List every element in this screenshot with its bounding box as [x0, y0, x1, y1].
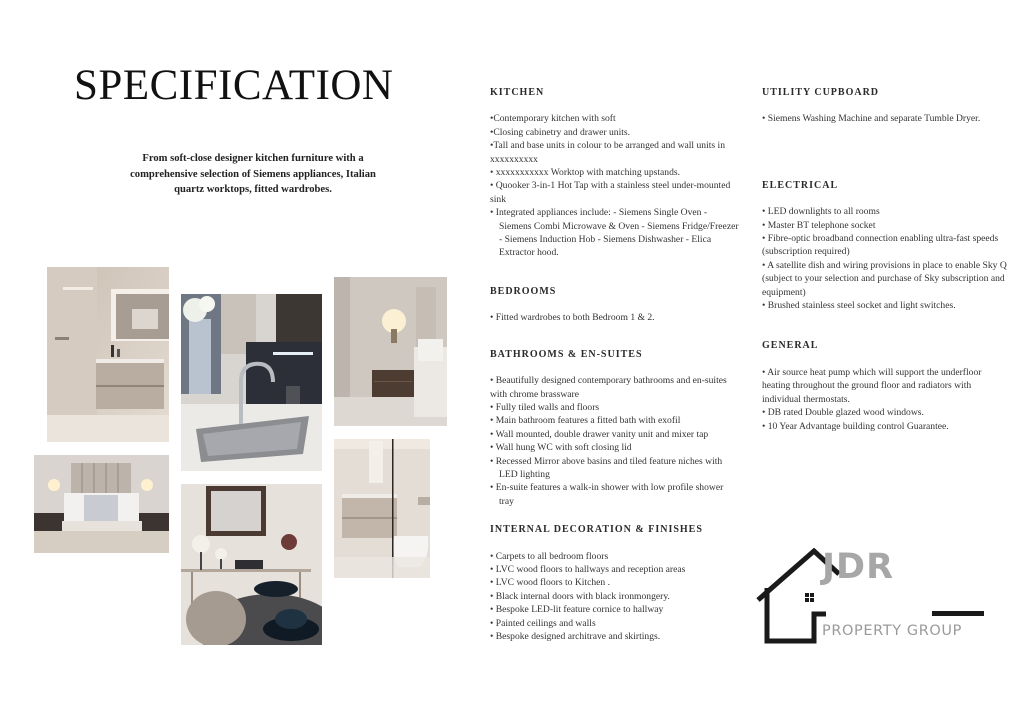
- list-item: • Main bathroom features a fitted bath with exofil: [490, 415, 681, 427]
- list-item: • Fibre-optic broadband connection enabling ultra-fast speeds (subscription required): [762, 233, 999, 258]
- list-item: • Beautifully designed contemporary bathrooms and en-suites with chrome brassware: [490, 375, 727, 400]
- list-item: • Integrated appliances include: - Siemens Single Oven - Siemens Combi Microwave & Oven - Siemens Fridge/Freezer - Siemens Induction Hob - Siemens Dishwasher - Elica Extractor hood.: [490, 207, 739, 259]
- list-item: • Painted ceilings and walls: [490, 617, 596, 629]
- section-internal-decoration: [490, 523, 740, 643]
- section-heading: UTILITY CUPBOARD: [762, 87, 880, 98]
- list-item: • Bespoke LED-lit feature cornice to hallway: [490, 604, 664, 616]
- list-item: • En-suite features a walk-in shower with low profile shower tray: [490, 482, 724, 507]
- list-item: • Recessed Mirror above basins and tiled feature niches with LED lighting: [490, 455, 723, 480]
- list-item: • Quooker 3-in-1 Hot Tap with a stainless steel under-mounted sink: [490, 180, 731, 205]
- kitchen-sink-photo: [181, 294, 322, 471]
- logo-subtitle: PROPERTY GROUP: [822, 623, 962, 639]
- bathroom-vanity-photo: [47, 267, 169, 442]
- spec-column-right: [762, 86, 1007, 433]
- section-bedrooms: [490, 285, 740, 325]
- list-item: • LED downlights to all rooms: [762, 206, 880, 218]
- list-item: • 10 Year Advantage building control Guarantee.: [762, 420, 949, 432]
- section-bathrooms: [490, 348, 740, 508]
- section-heading: ELECTRICAL: [762, 179, 839, 191]
- intro-text: From soft-close designer kitchen furniture with a comprehensive selection of Siemens appliances, Italian quartz worktops, fitted wardrobes.: [130, 153, 376, 196]
- list-item: • Fully tiled walls and floors: [490, 401, 600, 413]
- logo-name: JDR: [822, 547, 895, 587]
- list-item: • Wall hung WC with soft closing lid: [490, 442, 632, 454]
- section-heading: BEDROOMS: [490, 285, 557, 297]
- ensuite-shower-photo: [334, 439, 430, 578]
- section-general: [762, 339, 1007, 432]
- list-item: • LVC wood floors to hallways and reception areas: [490, 563, 686, 575]
- list-item: • DB rated Double glazed wood windows.: [762, 407, 924, 419]
- list-item: • Fitted wardrobes to both Bedroom 1 & 2.: [490, 312, 655, 324]
- list-item: • Bespoke designed architrave and skirtings.: [490, 631, 661, 642]
- logo-underline: [932, 611, 984, 616]
- list-item: •Tall and base units in colour to be arranged and wall units in xxxxxxxxxx: [490, 140, 726, 165]
- list-item: • LVC wood floors to Kitchen .: [490, 577, 610, 589]
- list-item: • xxxxxxxxxxx Worktop with matching upstands.: [490, 167, 681, 179]
- page-title: SPECIFICATION: [74, 62, 394, 109]
- list-item: •Contemporary kitchen with soft: [490, 113, 616, 125]
- section-heading: BATHROOMS & EN-SUITES: [490, 348, 643, 360]
- dining-room-photo: [181, 484, 322, 645]
- list-item: • Siemens Washing Machine and separate Tumble Dryer.: [762, 113, 981, 125]
- list-item: • Brushed stainless steel socket and light switches.: [762, 300, 956, 312]
- section-electrical: [762, 179, 1007, 313]
- list-item: •Closing cabinetry and drawer units.: [490, 126, 631, 138]
- bedroom-nightstand-photo: [334, 277, 447, 426]
- jdr-logo: [756, 548, 984, 644]
- list-item: • Air source heat pump which will support the underfloor heating throughout the ground floor and radiators with individual thermostats.: [762, 366, 982, 405]
- list-item: • Wall mounted, double drawer vanity unit and mixer tap: [490, 428, 709, 440]
- master-bedroom-photo: [34, 455, 169, 553]
- section-heading: INTERNAL DECORATION & FINISHES: [490, 524, 703, 536]
- list-item: • Carpets to all bedroom floors: [490, 550, 609, 562]
- list-item: • Black internal doors with black ironmongery.: [490, 590, 670, 602]
- spec-column-middle: [490, 86, 740, 643]
- section-heading: KITCHEN: [490, 87, 545, 98]
- list-item: • Master BT telephone socket: [762, 219, 876, 231]
- section-heading: GENERAL: [762, 340, 819, 352]
- section-utility: [762, 86, 1007, 126]
- list-item: • A satellite dish and wiring provisions in place to enable Sky Q (subject to your selection and purchase of Sky subscription and equipment): [762, 259, 1007, 298]
- section-kitchen: [490, 86, 740, 260]
